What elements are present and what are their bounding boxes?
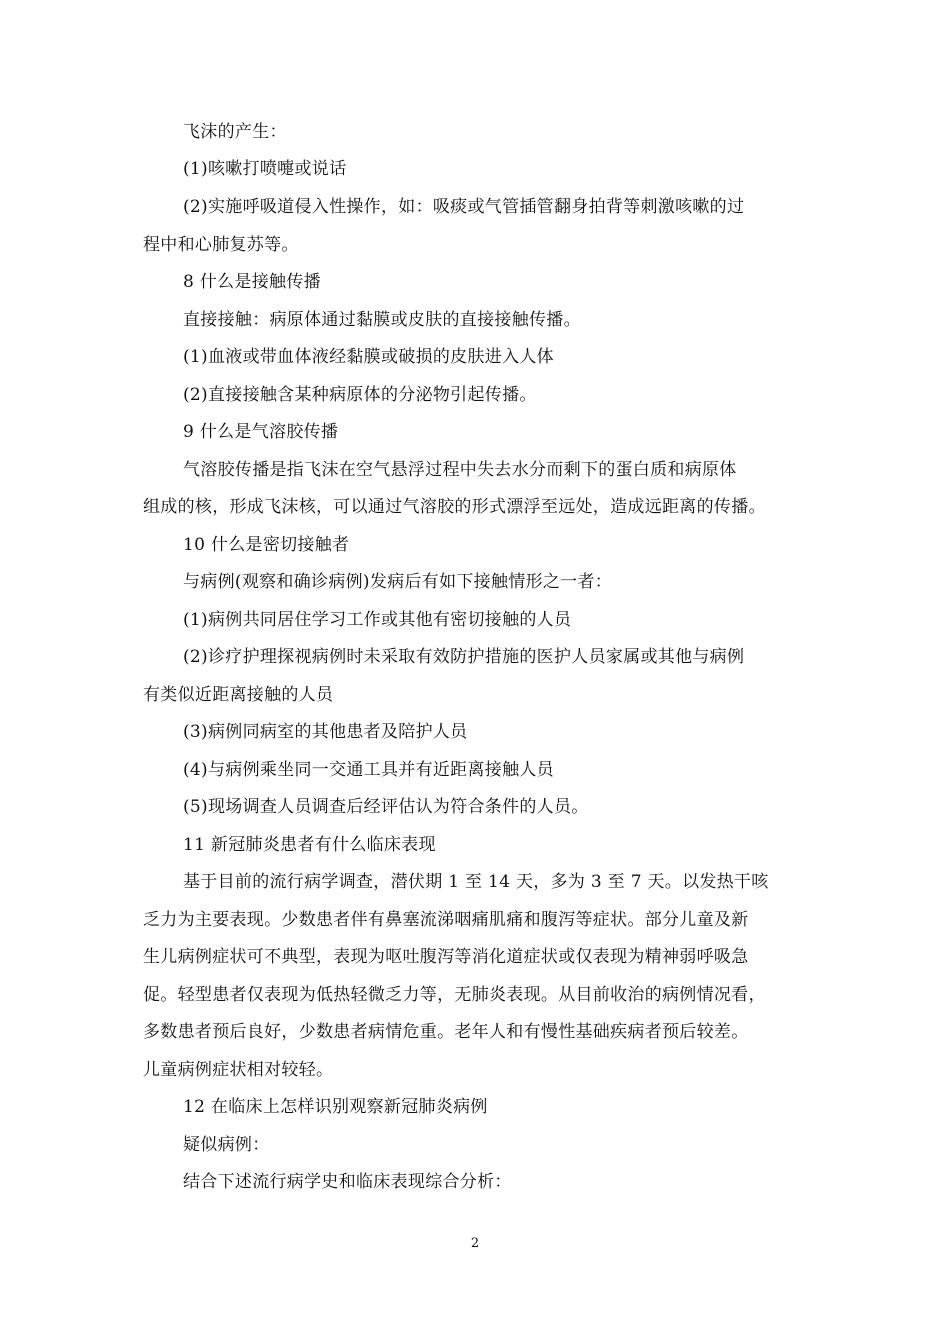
- section-heading: 8 什么是接触传播: [183, 272, 321, 292]
- text-line: 促。轻型患者仅表现为低热轻微乏力等，无肺炎表现。从目前收治的病例情况看，: [143, 985, 766, 1005]
- text-line: 组成的核，形成飞沫核，可以通过气溶胶的形式漂浮至远处，造成远距离的传播。: [143, 497, 766, 517]
- text-line: 基于目前的流行病学调查，潜伏期 1 至 14 天，多为 3 至 7 天。以发热干咳: [183, 872, 769, 892]
- section-heading: 11 新冠肺炎患者有什么临床表现: [183, 835, 436, 855]
- text-line: 生儿病例症状可不典型，表现为呕吐腹泻等消化道症状或仅表现为精神弱呼吸急: [143, 947, 749, 967]
- text-line: 直接接触：病原体通过黏膜或皮肤的直接接触传播。: [183, 310, 581, 330]
- text-line: (1)病例共同居住学习工作或其他有密切接触的人员: [183, 610, 572, 630]
- text-line: 儿童病例症状相对较轻。: [143, 1060, 334, 1080]
- text-line: (1)咳嗽打喷嚏或说话: [183, 159, 347, 179]
- section-heading: 12 在临床上怎样识别观察新冠肺炎病例: [183, 1097, 488, 1117]
- text-line: (2)直接接触含某种病原体的分泌物引起传播。: [183, 385, 537, 405]
- text-line: 程中和心肺复苏等。: [143, 235, 299, 255]
- text-line: 疑似病例：: [183, 1135, 270, 1155]
- text-line: (5)现场调查人员调查后经评估认为符合条件的人员。: [183, 797, 589, 817]
- text-line: (4)与病例乘坐同一交通工具并有近距离接触人员: [183, 760, 554, 780]
- text-line: (3)病例同病室的其他患者及陪护人员: [183, 722, 468, 742]
- text-line: 乏力为主要表现。少数患者伴有鼻塞流涕咽痛肌痛和腹泻等症状。部分儿童及新: [143, 910, 749, 930]
- text-line: 气溶胶传播是指飞沫在空气悬浮过程中失去水分而剩下的蛋白质和病原体: [183, 460, 737, 480]
- section-heading: 9 什么是气溶胶传播: [183, 422, 339, 442]
- text-line: 结合下述流行病学史和临床表现综合分析：: [183, 1172, 512, 1192]
- text-line: (2)实施呼吸道侵入性操作，如：吸痰或气管插管翻身拍背等刺激咳嗽的过: [183, 197, 745, 217]
- text-line: 有类似近距离接触的人员: [143, 685, 334, 705]
- text-line: 与病例(观察和确诊病例)发病后有如下接触情形之一者：: [183, 572, 613, 592]
- text-line: (1)血液或带血体液经黏膜或破损的皮肤进入人体: [183, 347, 554, 367]
- text-line: (2)诊疗护理探视病例时未采取有效防护措施的医护人员家属或其他与病例: [183, 647, 745, 667]
- page-number: 2: [470, 1236, 480, 1251]
- text-line: 多数患者预后良好，少数患者病情危重。老年人和有慢性基础疾病者预后较差。: [143, 1022, 749, 1042]
- section-heading: 10 什么是密切接触者: [183, 535, 350, 555]
- text-line: 飞沫的产生：: [183, 122, 287, 142]
